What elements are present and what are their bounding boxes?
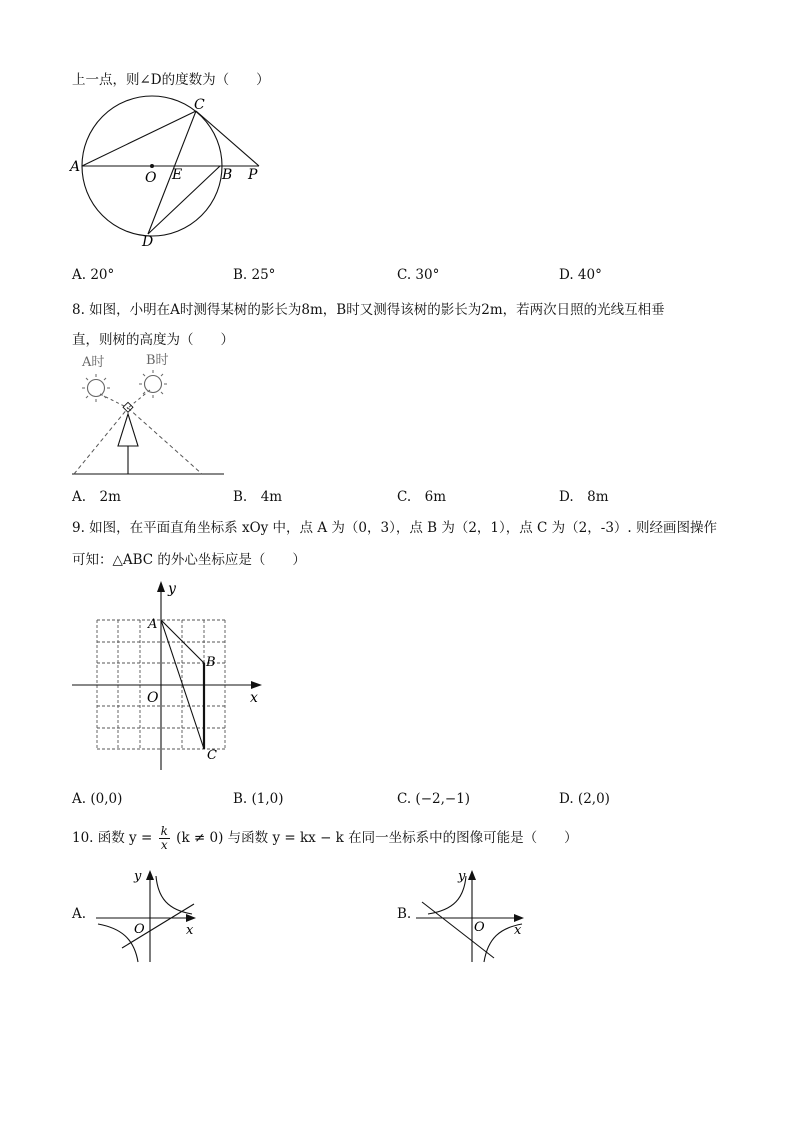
axis-label-x: x [514,923,522,938]
label-O: O [145,170,157,186]
label-x: x [250,690,258,706]
q10-prefix: 10. 函数 y = [72,830,153,846]
label-C: C [207,748,217,763]
label-E: E [172,167,183,183]
q10-stem [72,825,578,852]
label-P: P [248,167,258,183]
axis-label-o: O [134,922,145,937]
q8-option-d[interactable]: D. 8m [559,489,609,505]
axis-label-y: y [458,869,466,884]
label-y: y [168,581,176,597]
q8-option-c[interactable]: C. 6m [397,489,447,505]
q7-stem-tail: 上一点，则∠D的度数为（ ） [72,72,270,88]
q10-option-b[interactable]: B. [397,906,412,922]
q10-graph-a[interactable] [94,866,214,966]
q7-option-d[interactable]: D. 40° [559,267,602,283]
q10-fraction [159,825,170,852]
q10-graph-b[interactable] [414,866,534,966]
q9-option-b[interactable]: B. (1,0) [233,791,284,807]
q7-option-a[interactable]: A. 20° [72,267,115,283]
q10-option-a[interactable]: A. [72,906,87,922]
axis-label-x: x [186,923,194,938]
label-a-time: A时 [82,355,105,370]
q8-stem-line1: 8. 如图，小明在A时测得某树的影长为8m，B时又测得该树的影长为2m，若两次日照的光线互相垂 [72,302,665,318]
q9-option-a[interactable]: A. (0,0) [72,791,123,807]
q9-option-d[interactable]: D. (2,0) [559,791,610,807]
label-D: D [142,234,154,250]
q10-frac-den: x [160,838,168,852]
q9-coordinate-figure [70,578,270,773]
sun-a-icon [82,374,110,402]
label-B: B [206,655,216,670]
q10-frac-num: k [160,824,168,838]
q8-tree-shadow-figure [70,352,230,477]
q9-stem-line2: 可知：△ABC 的外心坐标应是（ ） [72,552,306,568]
q10-suffix: 与函数 y = kx − k 在同一坐标系中的图像可能是（ ） [227,830,578,846]
label-O: O [147,690,159,706]
label-A: A [148,617,158,632]
q9-option-c[interactable]: C. (−2,−1) [397,791,471,807]
q8-stem-line2: 直，则树的高度为（ ） [72,332,234,348]
q7-option-c[interactable]: C. 30° [397,267,440,283]
sun-b-icon [139,370,167,398]
axis-label-y: y [134,869,142,884]
axis-label-o: O [474,920,485,935]
q8-option-b[interactable]: B. 4m [233,489,283,505]
label-A: A [70,159,81,175]
label-B: B [222,167,233,183]
label-b-time: B时 [146,353,169,368]
q7-option-b[interactable]: B. 25° [233,267,276,283]
label-C: C [194,97,205,113]
q8-option-a[interactable]: A. 2m [72,489,121,505]
q7-circle-figure [68,96,268,286]
q10-condition: (k ≠ 0) [176,830,224,846]
q9-stem-line1: 9. 如图，在平面直角坐标系 xOy 中，点 A 为（0，3），点 B 为（2，1），点 C 为（2，-3）. 则经画图操作 [72,520,717,536]
